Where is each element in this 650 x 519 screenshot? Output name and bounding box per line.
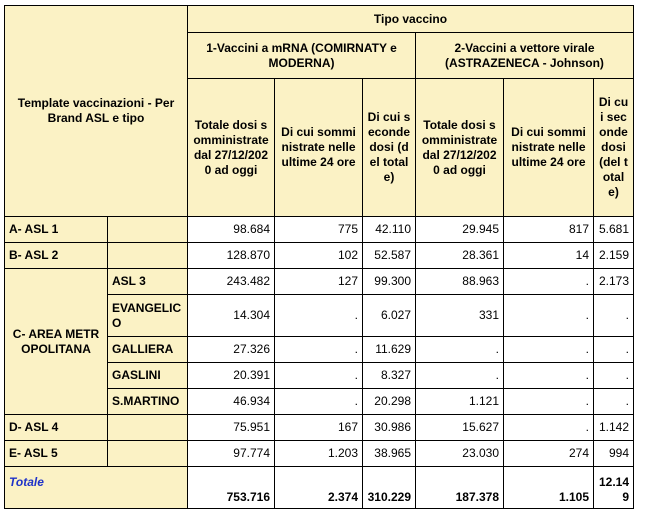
sub-label bbox=[108, 415, 188, 441]
cell: . bbox=[275, 295, 363, 337]
cell: 1.203 bbox=[275, 441, 363, 467]
cell: 14 bbox=[504, 243, 594, 269]
cell: 6.027 bbox=[363, 295, 416, 337]
sub-label: EVANGELICO bbox=[108, 295, 188, 337]
cell: . bbox=[594, 337, 634, 363]
cell: . bbox=[275, 389, 363, 415]
table-row bbox=[5, 441, 634, 467]
total-cell: 12.149 bbox=[594, 467, 634, 509]
sub-label bbox=[108, 217, 188, 243]
sub-label: ASL 3 bbox=[108, 269, 188, 295]
table-row bbox=[5, 243, 634, 269]
cell: 29.945 bbox=[416, 217, 504, 243]
cell: . bbox=[275, 337, 363, 363]
total-cell: 310.229 bbox=[363, 467, 416, 509]
g2-total-header: Totale dosi somministrate dal 27/12/2020 ad oggi bbox=[416, 79, 504, 217]
vaccination-table bbox=[4, 5, 634, 509]
cell: 98.684 bbox=[188, 217, 275, 243]
table-row bbox=[5, 269, 634, 295]
cell: . bbox=[504, 415, 594, 441]
total-row bbox=[5, 467, 634, 509]
cell: 994 bbox=[594, 441, 634, 467]
sub-label: GASLINI bbox=[108, 363, 188, 389]
table-row bbox=[5, 217, 634, 243]
cell: 52.587 bbox=[363, 243, 416, 269]
cell: . bbox=[416, 337, 504, 363]
cell: 8.327 bbox=[363, 363, 416, 389]
cell: . bbox=[504, 337, 594, 363]
cell: . bbox=[275, 363, 363, 389]
cell: . bbox=[594, 295, 634, 337]
area-label: A- ASL 1 bbox=[5, 217, 108, 243]
g2-24h-header: Di cui somministrate nelle ultime 24 ore bbox=[504, 79, 594, 217]
area-label: E- ASL 5 bbox=[5, 441, 108, 467]
group-mrna-header: 1-Vaccini a mRNA (COMIRNATY e MODERNA) bbox=[188, 33, 416, 79]
cell: 28.361 bbox=[416, 243, 504, 269]
cell: 27.326 bbox=[188, 337, 275, 363]
area-label: D- ASL 4 bbox=[5, 415, 108, 441]
cell: 42.110 bbox=[363, 217, 416, 243]
cell: 2.173 bbox=[594, 269, 634, 295]
cell: . bbox=[504, 269, 594, 295]
sub-label bbox=[108, 243, 188, 269]
cell: 167 bbox=[275, 415, 363, 441]
cell: . bbox=[594, 389, 634, 415]
cell: 11.629 bbox=[363, 337, 416, 363]
cell: . bbox=[504, 389, 594, 415]
tipo-vaccino-header: Tipo vaccino bbox=[188, 6, 634, 33]
cell: 1.121 bbox=[416, 389, 504, 415]
cell: 5.681 bbox=[594, 217, 634, 243]
cell: 102 bbox=[275, 243, 363, 269]
total-label: Totale bbox=[5, 467, 188, 509]
cell: 128.870 bbox=[188, 243, 275, 269]
cell: . bbox=[594, 363, 634, 389]
total-cell: 753.716 bbox=[188, 467, 275, 509]
cell: 1.142 bbox=[594, 415, 634, 441]
cell: 99.300 bbox=[363, 269, 416, 295]
sub-label: S.MARTINO bbox=[108, 389, 188, 415]
area-label: B- ASL 2 bbox=[5, 243, 108, 269]
g2-second-header: Di cui seconde dosi (del totale) bbox=[594, 79, 634, 217]
group-vettore-header: 2-Vaccini a vettore virale (ASTRAZENECA - Johnson) bbox=[416, 33, 634, 79]
cell: 15.627 bbox=[416, 415, 504, 441]
cell: 88.963 bbox=[416, 269, 504, 295]
cell: 38.965 bbox=[363, 441, 416, 467]
cell: 97.774 bbox=[188, 441, 275, 467]
cell: . bbox=[504, 363, 594, 389]
cell: . bbox=[416, 363, 504, 389]
cell: 30.986 bbox=[363, 415, 416, 441]
cell: 14.304 bbox=[188, 295, 275, 337]
g1-24h-header: Di cui somministrate nelle ultime 24 ore bbox=[275, 79, 363, 217]
cell: 817 bbox=[504, 217, 594, 243]
cell: 243.482 bbox=[188, 269, 275, 295]
total-cell: 1.105 bbox=[504, 467, 594, 509]
cell: 46.934 bbox=[188, 389, 275, 415]
sub-label bbox=[108, 441, 188, 467]
g1-total-header: Totale dosi somministrate dal 27/12/2020 ad oggi bbox=[188, 79, 275, 217]
metro-area-label: C- AREA METROPOLITANA bbox=[5, 269, 108, 415]
cell: 2.159 bbox=[594, 243, 634, 269]
g1-second-header: Di cui seconde dosi (del totale) bbox=[363, 79, 416, 217]
cell: 20.298 bbox=[363, 389, 416, 415]
total-cell: 187.378 bbox=[416, 467, 504, 509]
cell: 331 bbox=[416, 295, 504, 337]
corner-header: Template vaccinazioni - Per Brand ASL e tipo bbox=[5, 6, 188, 217]
sub-label: GALLIERA bbox=[108, 337, 188, 363]
cell: 274 bbox=[504, 441, 594, 467]
cell: 75.951 bbox=[188, 415, 275, 441]
table-row bbox=[5, 415, 634, 441]
cell: 20.391 bbox=[188, 363, 275, 389]
cell: 127 bbox=[275, 269, 363, 295]
cell: . bbox=[504, 295, 594, 337]
cell: 23.030 bbox=[416, 441, 504, 467]
total-cell: 2.374 bbox=[275, 467, 363, 509]
cell: 775 bbox=[275, 217, 363, 243]
